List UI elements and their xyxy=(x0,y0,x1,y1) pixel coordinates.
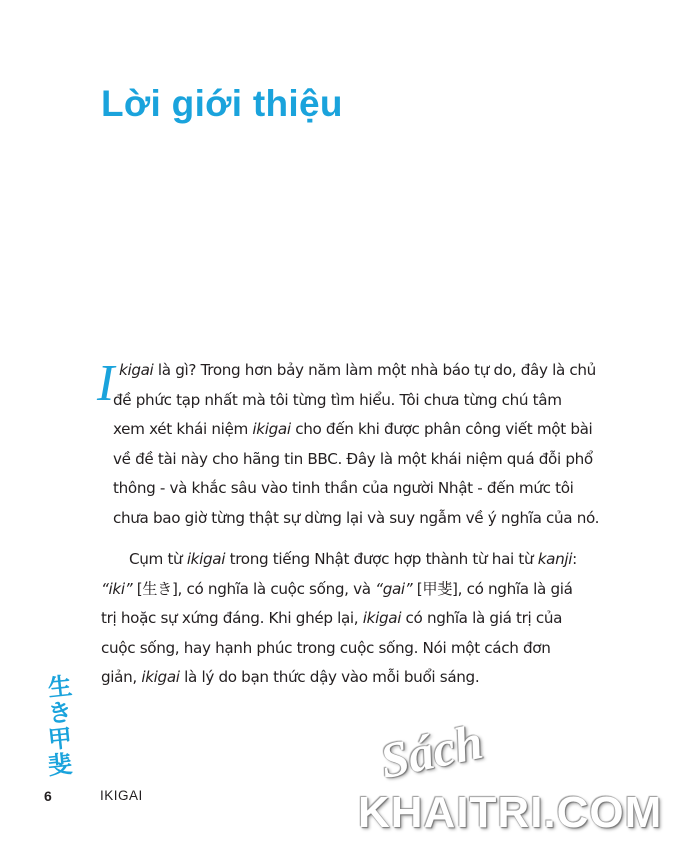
watermark-logo xyxy=(340,712,700,850)
seal-char: 生 xyxy=(46,671,74,703)
body-text xyxy=(97,355,681,693)
text-span: là gì? Trong hơn bảy năm làm một nhà báo tự do, đây là chủ xyxy=(153,361,596,379)
text-line xyxy=(101,545,681,575)
term-iki: “iki” xyxy=(101,579,133,598)
text-span: : xyxy=(572,550,577,568)
page-number: 6 xyxy=(44,788,52,804)
text-line xyxy=(101,415,681,445)
text-span: Cụm từ xyxy=(129,550,187,568)
running-header-book-title: IKIGAI xyxy=(100,788,143,803)
seal-char: 斐 xyxy=(46,749,74,781)
text-span: xem xét khái niệm xyxy=(113,420,253,438)
watermark-domain: KHAITRI.COM xyxy=(358,788,663,837)
paragraph-1 xyxy=(97,355,681,533)
text-line: về đề tài này cho hãng tin BBC. Đây là một khái niệm quá đỗi phổ xyxy=(113,449,593,468)
text-line xyxy=(101,575,681,605)
text-span: [甲斐], có nghĩa là giá xyxy=(412,579,573,598)
text-line xyxy=(101,356,681,386)
paragraph-2 xyxy=(101,545,681,693)
text-line: đề phức tạp nhất mà tôi từng tìm hiểu. Tôi chưa từng chú tâm xyxy=(113,390,562,409)
text-line xyxy=(101,604,681,634)
term-ikigai: ikigai xyxy=(186,550,226,568)
watermark-script: Sách xyxy=(375,712,488,790)
text-span: cho đến khi được phân công viết một bài xyxy=(290,420,593,438)
seal-char: き xyxy=(46,697,74,729)
term-ikigai: kigai xyxy=(119,361,154,379)
text-line: cuộc sống, hay hạnh phúc trong cuộc sống. Nói một cách đơn xyxy=(101,638,551,657)
text-span: giản, xyxy=(101,668,142,686)
text-span: là lý do bạn thức dậy vào mỗi buổi sáng. xyxy=(179,668,480,686)
text-line xyxy=(101,663,681,693)
page-title: Lời giới thiệu xyxy=(101,82,343,124)
text-line: chưa bao giờ từng thật sự dừng lại và suy ngẫm về ý nghĩa của nó. xyxy=(113,508,600,527)
seal-char: 甲 xyxy=(46,723,74,755)
ikigai-calligraphy-seal xyxy=(44,671,76,781)
text-span: có nghĩa là giá trị của xyxy=(401,609,563,627)
term-ikigai: ikigai xyxy=(252,420,291,438)
term-ikigai: ikigai xyxy=(141,668,180,686)
text-span: trị hoặc sự xứng đáng. Khi ghép lại, xyxy=(101,609,363,627)
text-span: [生き], có nghĩa là cuộc sống, và xyxy=(132,579,376,598)
text-span: trong tiếng Nhật được hợp thành từ hai từ xyxy=(225,550,538,568)
term-gai: “gai” xyxy=(375,579,413,598)
text-line: thông - và khắc sâu vào tinh thần của người Nhật - đến mức tôi xyxy=(113,479,574,497)
term-kanji: kanji xyxy=(537,550,573,568)
term-ikigai: ikigai xyxy=(362,609,402,627)
drop-cap: I xyxy=(97,355,114,412)
